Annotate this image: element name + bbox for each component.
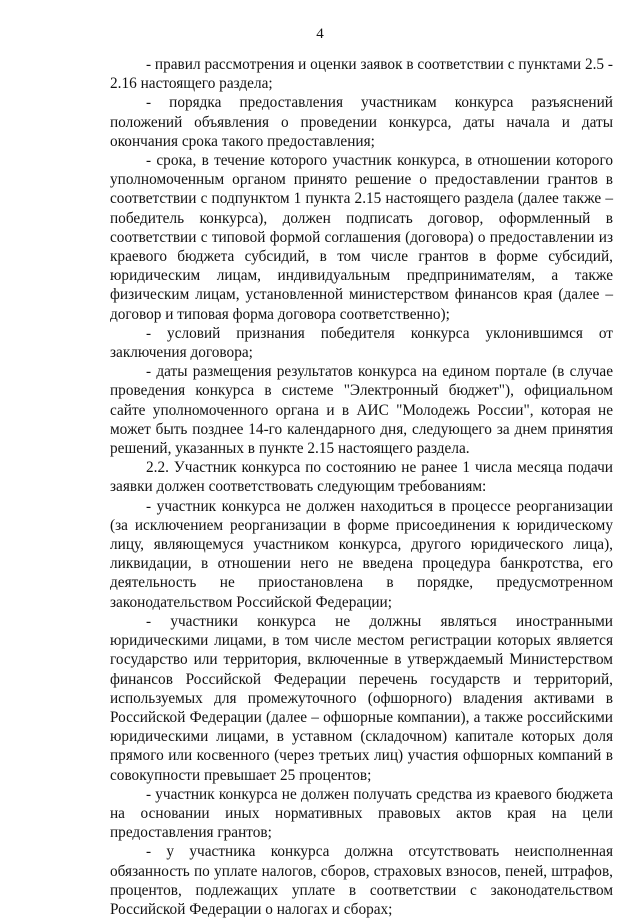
paragraph: - порядка предоставления участникам конкурса разъяснений положений объявления о проведении конкурса, даты начала и даты окончания срока такого предоставления; <box>110 94 613 150</box>
page-number: 4 <box>316 26 324 42</box>
paragraph: - участники конкурса не должны являться иностранными юридическими лицами, в том числе местом регистрации которых является государство или территория, включенные в утверждаемый Министерством финансов Российской Федерации перечень государств и территорий, используемых для промежуточного (офшорного) владения активами в Российской Федерации (далее – офшорные компании), а также российскими юридическими лицами, в уставном (складочном) капитале которых доля прямого или косвенного (через третьих лиц) участия офшорных компаний в совокупности превышает 25 процентов; <box>110 612 613 784</box>
paragraph: 2.2. Участник конкурса по состоянию не ранее 1 числа месяца подачи заявки должен соответствовать следующим требованиям: <box>110 459 613 496</box>
paragraph: - участник конкурса не должен получать средства из краевого бюджета на основании иных нормативных правовых актов края на цели предоставления грантов; <box>110 785 613 842</box>
paragraph: - правил рассмотрения и оценки заявок в соответствии с пунктами 2.5 - 2.16 настоящего раздела; <box>110 56 613 93</box>
paragraph: - участник конкурса не должен находиться в процессе реорганизации (за исключением реорганизации в форме присоединения к юридическому лицу, являющемуся участником конкурса, другого юридического лица), ликвидации, в отношении него не введена процедура банкротства, его деятельность не приостановлена в порядке, предусмотренном законодательством Российской Федерации; <box>110 497 613 611</box>
paragraph: - у участника конкурса должна отсутствовать неисполненная обязанность по уплате налогов, сборов, страховых взносов, пеней, штрафов, процентов, подлежащих уплате в соответствии с законодательством Российской Федерации о налогах и сборах; <box>110 843 613 918</box>
paragraph: - даты размещения результатов конкурса на едином портале (в случае проведения конкурса в системе "Электронный бюджет"), официальном сайте уполномоченного органа и в АИС "Молодежь России", которая не может быть позднее 14-го календарного дня, следующего за днем принятия решений, указанных в пункте 2.15 настоящего раздела. <box>110 363 613 458</box>
document-body <box>110 55 613 919</box>
paragraph: - срока, в течение которого участник конкурса, в отношении которого уполномоченным органом принято решение о предоставлении грантов в соответствии с подпунктом 1 пункта 2.15 настоящего раздела (далее также – победитель конкурса), должен подписать договор, оформленный в соответствии с типовой формой соглашения (договора) о предоставлении из краевого бюджета субсидий, в том числе грантов в форме субсидий, юридическим лицам, индивидуальным предпринимателям, а также физическим лицам, установленной министерством финансов края (далее – договор и типовая форма договора соответственно); <box>110 152 613 323</box>
paragraph: - условий признания победителя конкурса уклонившимся от заключения договора; <box>110 324 613 362</box>
